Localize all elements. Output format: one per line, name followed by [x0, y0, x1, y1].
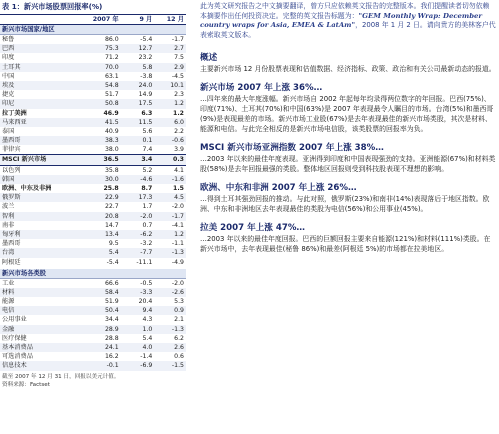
header-col-2: 9 月	[139, 16, 153, 23]
row-value-sep: -6.2	[140, 230, 153, 238]
section-heading-em: 新兴市场 2007 年上涨 36%…	[200, 83, 323, 93]
report-text-panel	[200, 0, 496, 434]
row-value-2007: 38.0	[104, 146, 119, 154]
table-row	[0, 221, 186, 230]
table-row	[0, 118, 186, 127]
row-label: 智利	[2, 212, 15, 220]
table-row	[0, 154, 186, 165]
row-value-sep: 0.1	[142, 137, 153, 145]
row-label: 墨西哥	[2, 137, 21, 145]
row-label: 金融	[2, 325, 15, 333]
row-value-sep: 5.2	[142, 166, 153, 174]
row-value-2007: 13.4	[104, 230, 119, 238]
row-value-dec: 2.7	[174, 45, 184, 53]
row-value-sep: 5.4	[142, 334, 153, 342]
row-value-sep: 4.0	[142, 344, 153, 351]
table-row	[0, 325, 186, 334]
row-value-sep: -2.0	[140, 212, 153, 220]
row-label: 材料	[2, 288, 15, 296]
table-row	[0, 35, 186, 44]
table-title: 表 1：新兴市场股票回报率(%)	[2, 2, 103, 11]
row-value-dec: 2.2	[174, 127, 184, 135]
table-row	[0, 343, 186, 352]
disclaimer-text-b: ，2008 年 1 月 2 日。请向贵方的美林客户代表索取英文版本。	[200, 21, 496, 39]
row-value-sep: 5.6	[142, 127, 153, 135]
table-row	[0, 53, 186, 62]
country-rows	[0, 35, 186, 267]
row-value-2007: 28.8	[104, 334, 119, 342]
row-value-2007: -5.4	[106, 258, 119, 266]
row-value-2007: 71.2	[104, 54, 119, 62]
row-value-sep: -1.4	[140, 353, 153, 361]
table-footnote	[0, 371, 186, 390]
row-value-2007: 51.7	[104, 91, 119, 99]
table-row	[0, 239, 186, 248]
row-value-sep: 1.7	[142, 203, 153, 211]
row-label: 工业	[2, 279, 15, 287]
returns-table-panel	[0, 0, 186, 434]
row-value-dec: 1.2	[174, 230, 184, 238]
row-value-2007: 50.4	[104, 307, 119, 315]
row-value-2007: 86.0	[104, 36, 119, 43]
footnote-date: 截至 2007 年 12 月 31 日，回报以美元计值。	[2, 373, 120, 380]
section-text-emea: …得到土耳其强劲回报的推动。与此对照，俄罗斯(23%)和南非(14%)表现落后于地区指数。欧洲、中东和非洲地区去年表现最佳的类股为电信(56%)和公用事业(45%)。	[200, 195, 490, 213]
row-label: 能源	[2, 298, 15, 306]
table-row	[0, 166, 186, 175]
row-value-2007: 36.5	[103, 156, 119, 164]
header-col-3: 12 月	[166, 16, 184, 23]
row-value-sep: 20.4	[138, 298, 153, 306]
row-value-dec: -1.3	[171, 249, 184, 257]
row-value-2007: 58.4	[104, 288, 119, 296]
table-row	[0, 175, 186, 184]
row-value-sep: 17.3	[138, 194, 153, 202]
row-label: 巴西	[2, 45, 15, 53]
row-value-dec: -4.1	[171, 221, 184, 229]
row-value-2007: 70.0	[104, 63, 119, 71]
row-value-2007: -0.1	[106, 362, 119, 370]
table-row	[0, 90, 186, 99]
row-value-sep: 6.3	[141, 109, 153, 117]
row-value-sep: 23.2	[138, 54, 153, 62]
row-value-dec: -1.1	[171, 240, 184, 248]
row-value-dec: -1.7	[171, 212, 184, 220]
section-heading-emea: 欧洲、中东和非洲 2007 年上涨 26%…	[200, 183, 357, 193]
row-value-dec: 2.3	[174, 91, 184, 99]
row-value-sep: 24.0	[138, 81, 153, 89]
row-label: 电信	[2, 307, 15, 315]
row-value-sep: -7.7	[140, 249, 153, 257]
row-label: 墨西哥	[2, 240, 21, 248]
row-label: 公用事业	[2, 316, 27, 324]
row-value-sep: -5.4	[140, 36, 153, 43]
row-value-2007: 51.9	[104, 298, 119, 306]
table-row	[0, 288, 186, 297]
row-value-dec: 3.9	[174, 146, 184, 154]
table-row	[0, 279, 186, 288]
row-value-dec: -2.0	[171, 279, 184, 287]
row-value-sep: 12.7	[138, 45, 153, 53]
row-value-sep: 1.0	[142, 325, 153, 333]
row-label: 印度	[2, 54, 15, 62]
row-label: 欧洲、中东及非洲	[2, 185, 52, 192]
row-value-dec: 0.3	[173, 156, 184, 164]
row-value-dec: 1.2	[173, 109, 184, 117]
row-label: 台湾	[2, 249, 15, 257]
row-value-2007: 40.9	[104, 127, 119, 135]
table-row	[0, 258, 186, 267]
table-row	[0, 248, 186, 257]
section-header-sectors: 新兴市场各类股	[0, 269, 186, 279]
row-label: 阿根廷	[2, 258, 21, 266]
row-value-2007: 34.4	[104, 316, 119, 324]
row-value-dec: 7.5	[174, 54, 184, 62]
table-row	[0, 72, 186, 81]
table-row	[0, 63, 186, 72]
row-value-sep: -3.8	[140, 72, 153, 80]
row-value-dec: 4.5	[174, 194, 184, 202]
row-value-dec: -1.6	[171, 175, 184, 183]
table-row	[0, 136, 186, 145]
row-value-dec: -4.9	[171, 258, 184, 266]
table-row	[0, 297, 186, 306]
row-value-dec: 2.6	[174, 344, 184, 351]
row-value-2007: 50.8	[104, 100, 119, 108]
row-value-dec: 0.9	[174, 307, 184, 315]
row-value-sep: -3.2	[140, 240, 153, 248]
english-report-title: "GEM Monthly Wrap: December country wraps for Asia, EMEA & LatAm"	[200, 11, 483, 29]
row-value-2007: 14.7	[104, 221, 119, 229]
row-label: 可选消费品	[2, 353, 33, 361]
table-row	[0, 306, 186, 315]
row-value-2007: 66.6	[104, 279, 119, 287]
translation-disclaimer	[200, 0, 496, 40]
row-value-2007: 41.5	[104, 118, 119, 126]
row-label: 以色列	[2, 166, 21, 174]
section-heading-asia: MSCI 新兴市场亚洲指数 2007 年上涨 38%…	[200, 143, 384, 153]
table-row	[0, 361, 186, 370]
row-value-2007: 46.9	[103, 109, 119, 117]
row-value-sep: -11.1	[136, 258, 153, 266]
row-value-sep: 9.4	[142, 307, 153, 315]
row-value-2007: 28.9	[104, 325, 119, 333]
row-value-dec: 1.2	[174, 100, 184, 108]
row-value-dec: 2.9	[174, 63, 184, 71]
disclaimer-text-a: 此为英文研究报告之中文摘要翻译，曾方只应依赖英文报告的完整版本。我们提醒读者切勿依赖本摘要作出任何投资决定。完整的英文报告标题为：	[200, 2, 490, 20]
row-value-dec: -4.5	[171, 72, 184, 80]
row-value-sep: 7.4	[142, 146, 153, 154]
footnote-source: 资料来源：Factset	[2, 382, 50, 389]
row-value-sep: 17.5	[138, 100, 153, 108]
table-row	[0, 334, 186, 343]
row-value-2007: 16.2	[104, 353, 119, 361]
row-value-dec: -1.7	[171, 36, 184, 43]
table-row	[0, 202, 186, 211]
table-row	[0, 315, 186, 324]
row-label: 匈牙利	[2, 230, 21, 238]
row-value-dec: 6.2	[174, 334, 184, 342]
row-value-sep: 0.7	[142, 221, 153, 229]
row-label: 医疗保健	[2, 334, 27, 342]
row-label: 基本消费品	[2, 344, 33, 351]
row-value-2007: 5.4	[108, 249, 119, 257]
table-header	[0, 14, 186, 25]
table-row	[0, 212, 186, 221]
row-label: 马来西亚	[2, 118, 27, 126]
row-label: 韩国	[2, 175, 15, 183]
row-label: 秘鲁	[2, 36, 15, 43]
row-value-sep: 3.4	[141, 156, 153, 164]
row-value-dec: -1.5	[171, 362, 184, 370]
row-value-2007: 24.1	[104, 344, 119, 351]
table-row	[0, 81, 186, 90]
row-value-dec: 10.1	[170, 81, 184, 89]
row-label: 俄罗斯	[2, 194, 21, 202]
row-value-sep: 14.9	[138, 91, 153, 99]
row-label: 捷克	[2, 91, 15, 99]
section-text-overview: 主要新兴市场 12 月份股票表现和估值数据、经济指标、政策、政治和有关公司最新动态的报道。	[200, 65, 496, 73]
row-value-2007: 22.7	[104, 203, 119, 211]
row-value-2007: 25.8	[103, 185, 119, 192]
row-value-dec: 1.5	[173, 185, 184, 192]
table-row	[0, 44, 186, 53]
row-value-sep: -4.6	[140, 175, 153, 183]
section-heading-overview: 概述	[200, 53, 218, 63]
row-value-sep: -3.3	[140, 288, 153, 296]
row-label: 菲律宾	[2, 146, 21, 154]
row-label: 印尼	[2, 100, 15, 108]
row-value-2007: 20.8	[104, 212, 119, 220]
row-value-dec: -2.0	[171, 203, 184, 211]
row-value-dec: -2.6	[171, 288, 184, 296]
row-value-2007: 22.9	[104, 194, 119, 202]
row-value-dec: 0.6	[174, 353, 184, 361]
row-value-2007: 30.0	[104, 175, 119, 183]
row-value-dec: 5.3	[174, 298, 184, 306]
row-value-dec: 6.0	[174, 118, 184, 126]
table-row	[0, 127, 186, 136]
row-label: 土耳其	[2, 63, 21, 71]
row-label: 信息技术	[2, 362, 27, 370]
row-value-dec: -1.3	[171, 325, 184, 333]
row-value-dec: -0.6	[171, 137, 184, 145]
row-value-2007: 35.8	[104, 166, 119, 174]
section-text-asia: …2003 年以来的最佳年度表现。亚洲得到印度和中国表现强劲的支持。亚洲能源(67%)和材料类股(58%)是去年回报最强的类股。整体地区回报则受到科技股表现不理想的影响。	[200, 155, 496, 173]
row-label: 拉丁美洲	[2, 109, 27, 117]
table-row	[0, 109, 186, 118]
row-value-sep: 4.3	[142, 316, 153, 324]
row-value-dec: 4.1	[174, 166, 184, 174]
row-value-2007: 9.5	[108, 240, 119, 248]
section-heading-latam: 拉美 2007 年上涨 47%…	[200, 223, 306, 233]
row-value-sep: -0.5	[140, 279, 153, 287]
header-col-0	[0, 15, 85, 24]
row-label: 泰国	[2, 127, 15, 135]
table-row	[0, 193, 186, 202]
row-value-sep: 8.7	[141, 185, 153, 192]
row-label: 波兰	[2, 203, 15, 211]
header-col-1: 2007 年	[92, 16, 119, 23]
section-text-em: …四年来的最大年度涨幅。新兴市场自 2002 年起每年均录得两位数字的年回报。巴西(75%)、印度(71%)、土耳其(70%)和中国(63%)是 2007 年表现最令人瞩目的市场。台湾(5%)和墨西哥(9%)是表现最差的市场。新兴市场工业股(67%)是去年表现最佳的新兴市场类股，其次是材料、能源和电信。与此完全相反的是新兴市场电信股，该类股票的回报率为负。	[200, 95, 494, 133]
row-value-2007: 54.8	[104, 81, 119, 89]
table-row	[0, 99, 186, 108]
table-row	[0, 145, 186, 154]
table-row	[0, 352, 186, 361]
row-label: 中国	[2, 72, 15, 80]
section-text-latam: …2003 年以来的最佳年度回报。巴西的巨额回报主要来自能源(121%)和材料(111%)类股。在新兴市场中，去年表现最佳(秘鲁 86%)和最差(阿根廷 5%)的市场都在拉美地区。	[200, 235, 491, 253]
row-label: 埃及	[2, 81, 15, 89]
row-value-sep: -6.9	[140, 362, 153, 370]
row-value-sep: 11.5	[138, 118, 153, 126]
row-value-2007: 75.3	[104, 45, 119, 53]
row-label: MSCI 新兴市场	[2, 156, 47, 164]
row-label: 南非	[2, 221, 15, 229]
row-value-2007: 38.3	[104, 137, 119, 145]
table-row	[0, 230, 186, 239]
row-value-sep: 5.8	[142, 63, 153, 71]
row-value-2007: 63.1	[104, 72, 119, 80]
table-row	[0, 184, 186, 193]
row-value-dec: 2.1	[174, 316, 184, 324]
sector-rows	[0, 279, 186, 371]
section-header-countries: 新兴市场国家/地区	[0, 25, 186, 35]
